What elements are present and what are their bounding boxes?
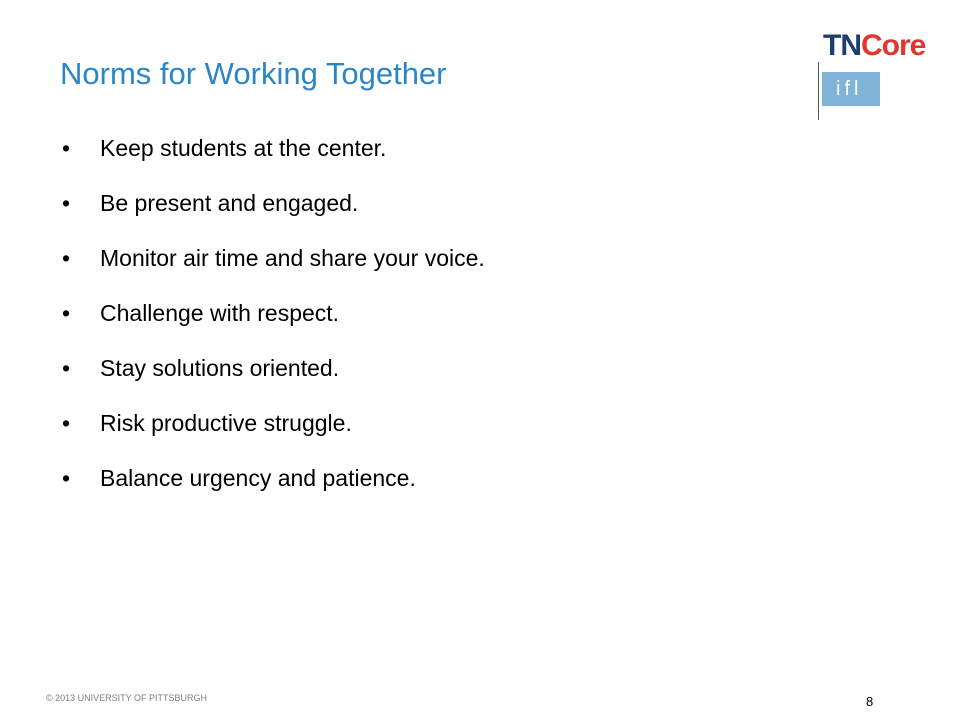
tncore-wordmark: [823, 28, 925, 64]
bullet-icon: •: [62, 245, 71, 271]
list-item-text: Challenge with respect.: [100, 300, 340, 326]
ifl-badge: [822, 72, 880, 106]
list-item-text: Stay solutions oriented.: [100, 355, 340, 381]
bullet-icon: •: [62, 355, 71, 381]
page-number: 8: [866, 694, 874, 709]
list-item: [62, 399, 485, 454]
list-item-text: Monitor air time and share your voice.: [100, 245, 485, 271]
list-item: [62, 234, 485, 289]
bullet-icon: •: [62, 300, 71, 326]
tncore-ifl-logo: [818, 28, 948, 120]
list-item: [62, 124, 485, 179]
list-item: [62, 344, 485, 399]
logo-divider: [818, 62, 819, 120]
list-item-text: Balance urgency and patience.: [100, 465, 416, 491]
list-item-text: Be present and engaged.: [100, 190, 359, 216]
list-item: [62, 454, 485, 509]
logo-core: Core: [861, 29, 926, 62]
list-item: [62, 179, 485, 234]
list-item-text: Risk productive struggle.: [100, 410, 352, 436]
list-item: [62, 289, 485, 344]
bullet-icon: •: [62, 465, 71, 491]
norms-list: [62, 124, 485, 509]
bullet-icon: •: [62, 410, 71, 436]
bullet-icon: •: [62, 135, 71, 161]
list-item-text: Keep students at the center.: [100, 135, 387, 161]
logo-tn: TN: [823, 29, 861, 62]
copyright-footer: © 2013 UNIVERSITY OF PITTSBURGH: [46, 693, 208, 703]
slide-title: Norms for Working Together: [60, 56, 447, 91]
bullet-icon: •: [62, 190, 71, 216]
ifl-badge-text: ifl: [836, 78, 863, 100]
